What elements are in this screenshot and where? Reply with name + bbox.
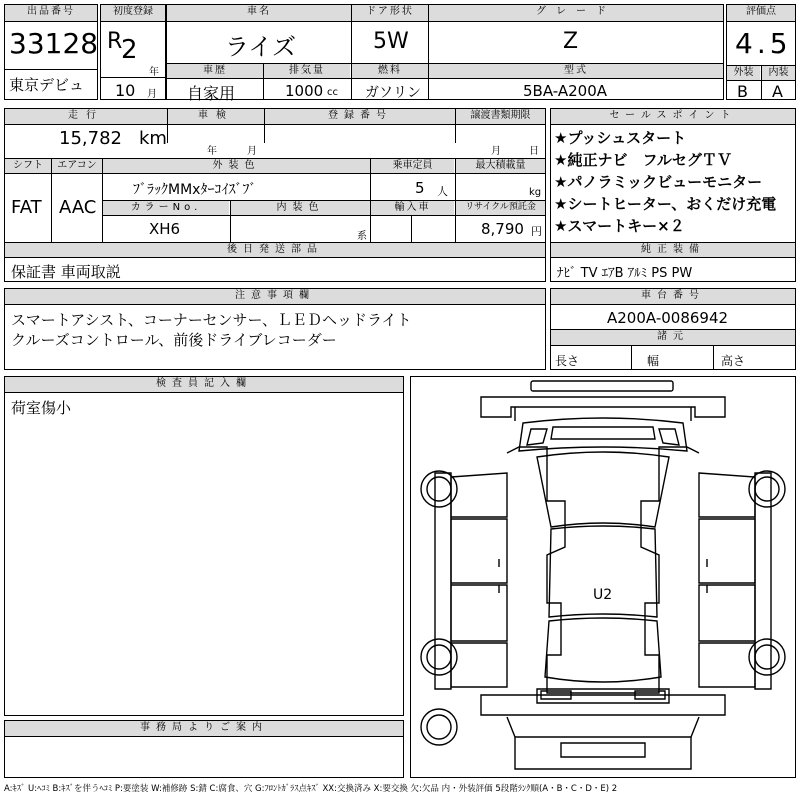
vehicle-history: 自家用 [187,84,236,103]
recycle-fee: 8,790 [481,220,524,238]
int-color-unit: 系 [357,231,367,242]
notes-line-1: スマートアシスト、コーナーセンサー、ＬＥＤヘッドライト [11,311,412,329]
transfer-day-unit: 日 [529,146,539,157]
displacement-unit: cc [327,87,338,98]
chassis-header: 車台番号 [551,289,795,304]
chassis-box [550,288,796,370]
sales-point-item: ★純正ナビ フルセグＴＶ [554,151,732,169]
history-header: 車歴 [167,64,263,78]
chassis-number: A200A-0086942 [607,309,729,327]
exterior-grade: B [737,82,748,101]
year-unit: 年 [149,67,159,78]
lot-number: 33128 [9,27,99,60]
aircon-header: エアコン [52,159,102,173]
inspector-notes-box [4,376,404,716]
venue-name: 東京デビュ [9,76,85,94]
height-label: 高さ [721,354,746,368]
notes-line-2: クルーズコントロール、前後ドライブレコーダー [11,331,337,349]
notes-header: 注意事項欄 [5,289,545,304]
inspector-notes: 荷室傷小 [11,399,72,417]
inspection-year-unit: 年 [207,146,217,157]
later-parts: 保証書 車両取説 [11,263,121,281]
max-load-header: 最大積載量 [456,159,545,173]
door-type: 5W [373,29,409,54]
capacity: 5 [415,179,425,197]
displacement: 1000 [285,82,324,100]
exterior-grade-header: 外装 [727,66,760,80]
interior-grade-header: 内装 [762,66,795,80]
model-code-header: 型式 [429,64,723,78]
lot-number-box [4,4,98,100]
mileage-unit: km [139,128,167,149]
sales-point-item: ★プッシュスタート [554,129,687,147]
overall-score: 4.5 [735,27,792,60]
mileage-header: 走行 [5,109,167,124]
fuel-header: 燃料 [352,64,428,78]
inspector-notes-header: 検査員記入欄 [5,377,403,392]
details-box [4,108,546,282]
car-damage-diagram [410,376,796,778]
office-notes-header: 事務局よりご案内 [5,721,403,736]
fuel-type: ガソリン [365,85,421,101]
damage-mark: U2 [593,587,613,603]
reg-number-header: 登録番号 [265,109,455,124]
displacement-header: 排気量 [264,64,350,78]
length-label: 長さ [555,354,580,368]
sales-points-header: セールスポイント [551,109,795,124]
mileage: 15,782 [59,128,122,149]
lot-number-header: 出品番号 [5,5,97,21]
genuine-equip-header: 純正装備 [551,243,795,257]
grade-header: グレード [429,5,723,21]
model-code: 5BA-A200A [523,82,608,100]
grade: Z [563,29,579,54]
office-notes-box [4,720,404,778]
transfer-month-unit: 月 [491,146,501,157]
width-label: 幅 [647,354,660,368]
score-header: 評価点 [727,5,795,21]
ext-color-header: 外装色 [103,159,370,173]
registration-month: 10 [115,81,136,100]
vehicle-info-box [166,4,724,103]
transfer-deadline-header: 譲渡書類期限 [456,109,545,124]
sales-point-item: ★シートヒーター、おくだけ充電 [554,195,777,213]
first-registration-header: 初度登録 [101,5,165,21]
color-number: XH6 [149,220,181,238]
registration-year: 2 [121,35,138,65]
sales-point-item: ★スマートキー×２ [554,217,685,235]
first-registration-box [100,4,166,100]
recycle-unit: 円 [531,225,542,238]
sales-point-item: ★パノラミックビューモニター [554,173,763,191]
car-name: ライズ [225,33,297,61]
door-type-header: ドア形状 [352,5,428,21]
month-unit: 月 [147,89,157,100]
import-header: 輸入車 [371,201,454,215]
ext-color: ﾌﾞﾗｯｸMMxﾀｰｺｲｽﾞﾌﾞ [133,182,257,198]
shift-type: FAT [11,197,42,218]
shift-header: シフト [5,159,51,173]
capacity-header: 乗車定員 [371,159,454,173]
specs-header: 諸元 [551,330,795,345]
sales-points-box [550,108,796,282]
score-box [726,4,796,100]
capacity-unit: 人 [437,185,448,198]
notes-box [4,288,546,370]
era-letter: R [107,29,123,54]
car-name-header: 車名 [167,5,351,21]
genuine-equipment: ﾅﾋﾞ TV ｴｱB ｱﾙﾐ PS PW [557,266,693,281]
damage-legend: A:ｷｽﾞ U:ﾍｺﾐ B:ｷｽﾞを伴うﾍｺﾐ P:要塗装 W:補修跡 S:錆 C:腐食、穴 G:ﾌﾛﾝﾄｶﾞﾗｽ点ｷｽﾞ XX:交換済み X:要交換 欠:欠品 内・外装評価 5段階ﾗﾝｸ順(A・B・C・D・E) 2 [4,784,618,794]
int-color-header: 内装色 [231,201,370,215]
inspection-month-unit: 月 [247,146,257,157]
color-no-header: カラーNo. [103,201,229,215]
inspection-header: 車検 [168,109,264,124]
aircon-type: AAC [59,197,97,218]
max-load-unit: kg [529,187,542,198]
later-parts-header: 後日発送部品 [5,243,545,257]
sales-points-list [554,127,776,237]
interior-grade: A [772,82,783,101]
recycle-header: リサイクル預託金 [456,201,545,215]
car-outline-icon [411,377,795,777]
